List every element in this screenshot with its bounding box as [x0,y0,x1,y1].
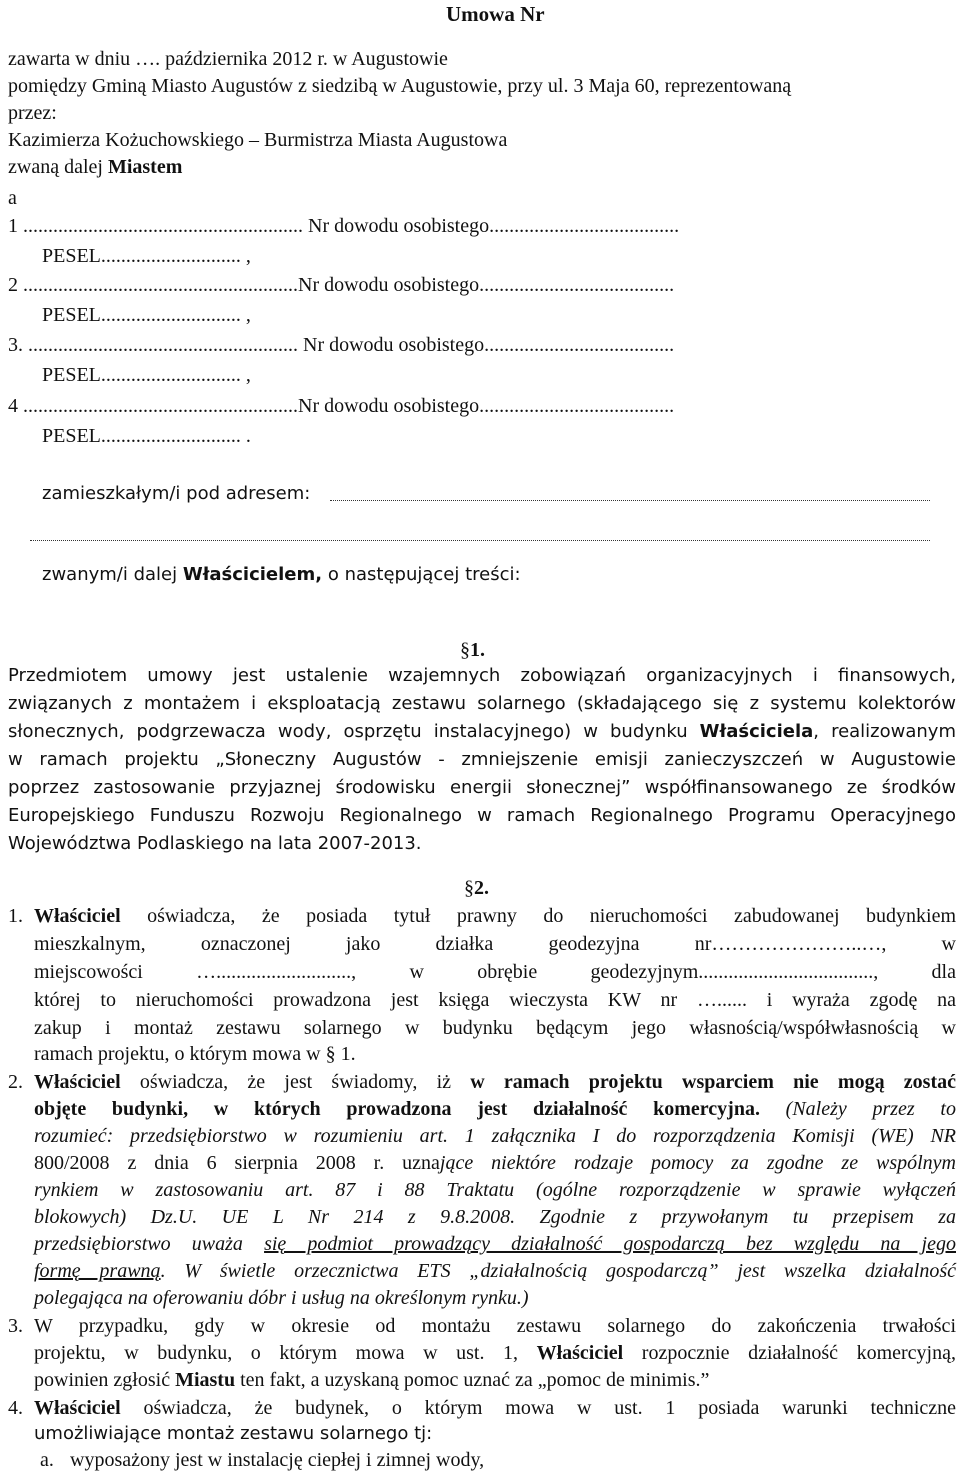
address-fill-line-2 [30,540,930,541]
owner-alias-line: zwanym/i dalej Właścicielem, o następującej treści: [42,564,521,585]
paragraph-sign: § [460,639,470,661]
s2-p1-line-4: której to nieruchomości prowadzona jest księga wieczysta KW nr …...... i wyraża zgodę na [34,989,956,1011]
paragraph-sign: § [464,877,474,899]
s2-p1-line-2: mieszkalnym, oznaczonej jako działka geodezyjna nr…………………..…, w [34,933,956,955]
party-4-pesel: PESEL............................ . [42,425,251,447]
s2-p2-line-4: 800/2008 z dnia 6 sierpnia 2008 r. uznające niektóre rodzaje pomocy za zgodne ze wspólnym [34,1152,956,1174]
s2-p1-line-5: zakup i montaż zestawu solarnego w budynku będącym jego własnością/współwłasnością w [34,1017,956,1039]
s2-p3-number: 3. [8,1315,23,1337]
s2-p2-line-5: rynkiem w zastosowaniu art. 87 i 88 Traktatu (ogólne rozporządzenie w sprawie wyłączeń [34,1179,956,1201]
s2-p1-line-6: ramach projektu, o którym mowa w § 1. [34,1043,356,1065]
s2-p2-line-9: polegająca na oferowaniu dóbr i usług na określonym rynku.) [34,1287,529,1309]
s2-p1-line-3: miejscowości …..........................., w obrębie geodezyjnym..................................., dla [34,961,956,983]
s2-p3-line-2: projektu, w budynku, o którym mowa w ust. 1, Właściciel rozpocznie działalność komercyjną, [34,1342,956,1364]
section-1-heading: §1. [460,639,485,661]
s2-p4-number: 4. [8,1397,23,1419]
party-2-pesel: PESEL............................ , [42,304,251,326]
s2-p4-item-a-letter: a. [40,1449,54,1471]
intro-a: a [8,187,17,209]
term-miastem: Miastem [107,156,183,178]
s2-p4-item-a-text: wyposażony jest w instalację ciepłej i zimnej wody, [70,1449,485,1471]
s2-p4-line-2: umożliwiające montaż zestawu solarnego tj: [34,1423,433,1444]
s1-line-7: Województwa Podlaskiego na lata 2007-2013. [8,833,422,854]
party-1-pesel: PESEL............................ , [42,245,251,267]
s2-p2-line-2: objęte budynki, w których prowadzona jest działalność komercyjna. (Należy przez to [34,1098,956,1120]
s1-line-4: w ramach projektu „Słoneczny Augustów - zmniejszenie emisji zanieczyszczeń w Augustowie [8,749,956,770]
s1-line-1: Przedmiotem umowy jest ustalenie wzajemnych zobowiązań organizacyjnych i finansowych, [8,665,956,686]
party-3-line: 3. ...................................................... Nr dowodu osobistego...................................... [8,334,675,356]
address-label: zamieszkałym/i pod adresem: [42,483,311,504]
address-fill-line-1 [330,500,930,501]
s2-p1-line-1: Właściciel oświadcza, że posiada tytuł prawny do nieruchomości zabudowanej budynkiem [34,905,956,927]
s2-p2-line-1: Właściciel oświadcza, że jest świadomy, iż w ramach projektu wsparciem nie mogą zostać [34,1071,957,1093]
s1-line-3: słonecznych, podgrzewacza wody, osprzętu instalacyjnego) w budynku Właściciela, realizowanym [8,721,956,742]
s2-p3-line-3: powinien zgłosić Miastu ten fakt, a uzyskaną pomoc uznać za „pomoc de minimis.” [34,1369,710,1391]
s1-line-5: poprzez zastosowanie przyjaznej środowisku energii słonecznej” współfinansowanego ze środków [8,777,956,798]
s1-line-6: Europejskiego Funduszu Rozwoju Regionalnego w ramach Regionalnego Programu Operacyjnego [8,805,956,826]
intro-date-line: zawarta w dniu …. października 2012 r. w Augustowie [8,48,448,70]
section-2-heading: §2. [464,877,489,899]
s2-p4-line-1: Właściciel oświadcza, że budynek, o którym mowa w ust. 1 posiada warunki techniczne [34,1397,956,1419]
document-title: Umowa Nr [446,2,545,26]
party-2-line: 2 .......................................................Nr dowodu osobistego....................................... [8,274,675,296]
s2-p2-line-3: rozumieć: przedsiębiorstwo w rozumieniu art. 1 załącznika I do rozporządzenia Komisji (WE) NR [34,1125,956,1147]
s2-p2-line-7: przedsiębiorstwo uważa się podmiot prowadzący działalność gospodarczą bez względu na jego [34,1233,956,1255]
term-wlascicielem: Właścicielem, [182,564,323,585]
underlined-definition: się podmiot prowadzący działalność gospodarczą bez względu na jego [264,1233,956,1255]
party-3-pesel: PESEL............................ , [42,364,251,386]
s1-line-2: związanych z montażem i eksploatacją zestawu solarnego (składającego się z systemu kolektorów [8,693,956,714]
intro-przez: przez: [8,102,57,124]
intro-representative: Kazimierza Kożuchowskiego – Burmistrza Miasta Augustowa [8,129,508,151]
intro-city-alias: zwaną dalej Miastem [8,156,183,178]
party-1-line: 1 ........................................................ Nr dowodu osobistego...................................... [8,215,680,237]
s2-p3-line-1: W przypadku, gdy w okresie od montażu zestawu solarnego do zakończenia trwałości [34,1315,956,1337]
s2-p2-number: 2. [8,1071,23,1093]
s2-p2-line-8: formę prawną. W świetle orzecznictwa ETS „działalnością gospodarczą” jest wszelka działalność [34,1260,956,1282]
party-4-line: 4 .......................................................Nr dowodu osobistego....................................... [8,395,675,417]
intro-party-line: pomiędzy Gminą Miasto Augustów z siedzibą w Augustowie, przy ul. 3 Maja 60, reprezentowaną [8,75,792,97]
s2-p1-number: 1. [8,905,23,927]
s2-p2-line-6: blokowych) Dz.U. UE L Nr 214 z 9.8.2008. Zgodnie z przywołanym tu przepisem za [34,1206,956,1228]
